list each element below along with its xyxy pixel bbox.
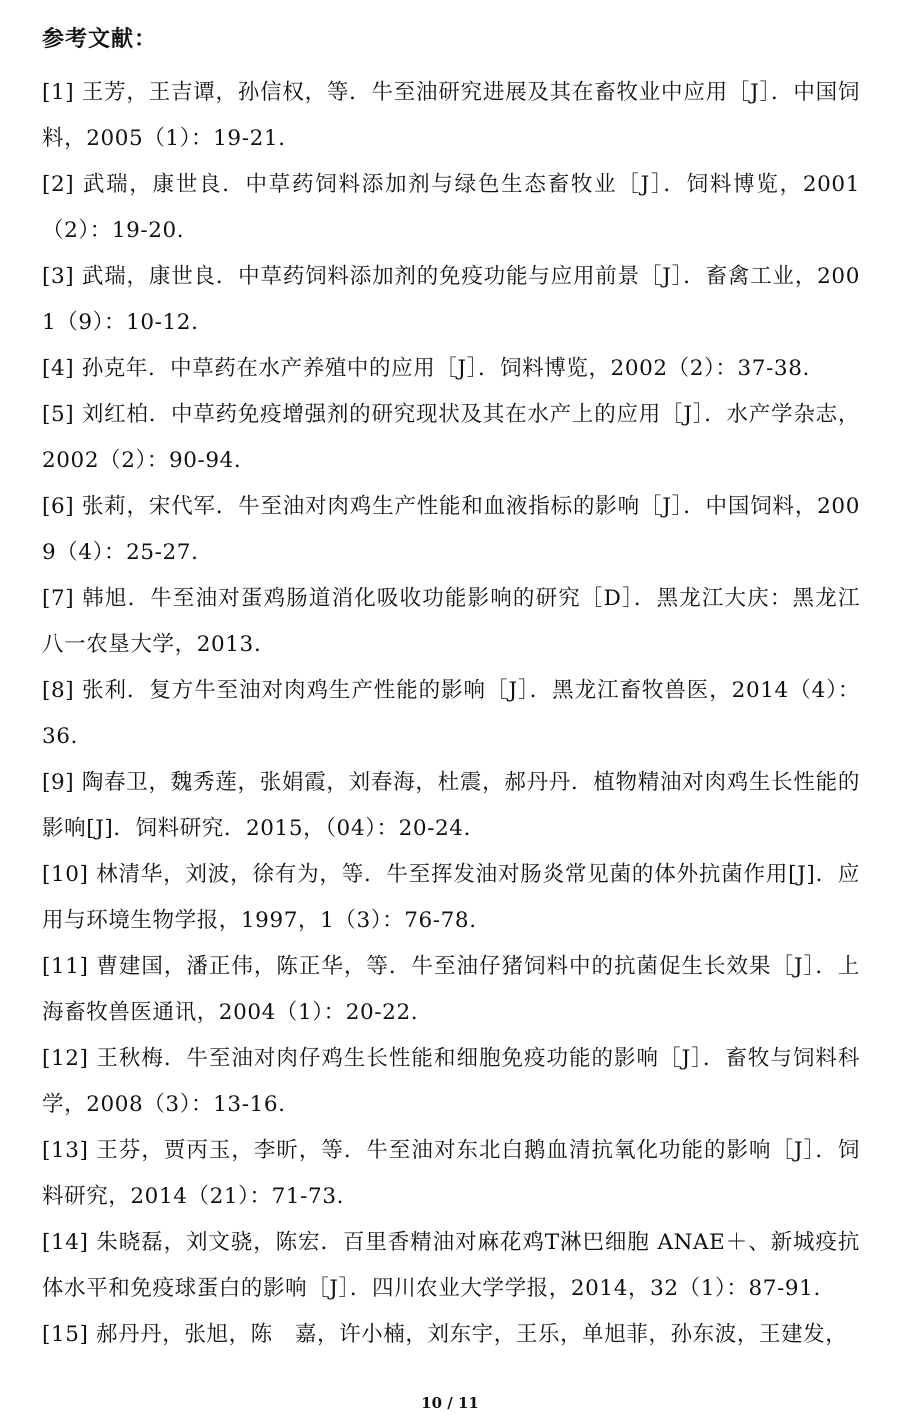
reference-item-2: [2] 武瑞，康世良．中草药饲料添加剂与绿色生态畜牧业［J］．饲料博览，2001（2）：19-20. xyxy=(42,172,860,243)
reference-item-6: [6] 张莉，宋代军．牛至油对肉鸡生产性能和血液指标的影响［J］．中国饲料，2009（4）：25-27. xyxy=(42,494,860,565)
reference-item-9: [9] 陶春卫，魏秀莲，张娟霞，刘春海，杜震，郝丹丹．植物精油对肉鸡生长性能的影响[J]．饲料研究．2015，（04）：20-24. xyxy=(42,770,860,841)
reference-item-4: [4] 孙克年．中草药在水产养殖中的应用［J］．饲料博览，2002（2）：37-38. xyxy=(42,356,810,381)
reference-item-11: [11] 曹建国，潘正伟，陈正华，等．牛至油仔猪饲料中的抗菌促生长效果［J］．上海畜牧兽医通讯，2004（1）：20-22. xyxy=(42,954,860,1025)
reference-item-7: [7] 韩旭．牛至油对蛋鸡肠道消化吸收功能影响的研究［D］．黑龙江大庆：黑龙江八一农垦大学，2013. xyxy=(42,586,860,657)
reference-item-14: [14] 朱晓磊，刘文骁，陈宏．百里香精油对麻花鸡T淋巴细胞 ANAE＋、新城疫抗体水平和免疫球蛋白的影响［J］．四川农业大学学报，2014，32（1）：87-91. xyxy=(42,1230,860,1301)
reference-list xyxy=(42,70,860,1358)
reference-item-10: [10] 林清华，刘波，徐有为，等．牛至挥发油对肠炎常见菌的体外抗菌作用[J]．应用与环境生物学报，1997，1（3）：76-78. xyxy=(42,862,860,933)
reference-item-3: [3] 武瑞，康世良．中草药饲料添加剂的免疫功能与应用前景［J］．畜禽工业，2001（9）：10-12. xyxy=(42,264,860,335)
reference-item-5: [5] 刘红柏．中草药免疫增强剂的研究现状及其在水产上的应用［J］．水产学杂志，2002（2）：90-94. xyxy=(42,402,860,473)
reference-item-8: [8] 张利．复方牛至油对肉鸡生产性能的影响［J］．黑龙江畜牧兽医，2014（4）：36. xyxy=(42,678,860,749)
page-number: 10 / 11 xyxy=(421,1394,479,1412)
reference-item-15: [15] 郝丹丹，张旭，陈 嘉，许小楠，刘东宇，王乐，单旭菲，孙东波，王建发， xyxy=(42,1322,848,1347)
reference-item-13: [13] 王芬，贾丙玉，李昕，等．牛至油对东北白鹅血清抗氧化功能的影响［J］．饲料研究，2014（21）：71-73. xyxy=(42,1138,860,1209)
reference-item-12: [12] 王秋梅．牛至油对肉仔鸡生长性能和细胞免疫功能的影响［J］．畜牧与饲料科学，2008（3）：13-16. xyxy=(42,1046,860,1117)
reference-item-1: [1] 王芳，王吉谭，孙信权，等．牛至油研究进展及其在畜牧业中应用［J］．中国饲料，2005（1）：19-21. xyxy=(42,80,860,151)
references-heading: 参考文献： xyxy=(42,26,158,52)
